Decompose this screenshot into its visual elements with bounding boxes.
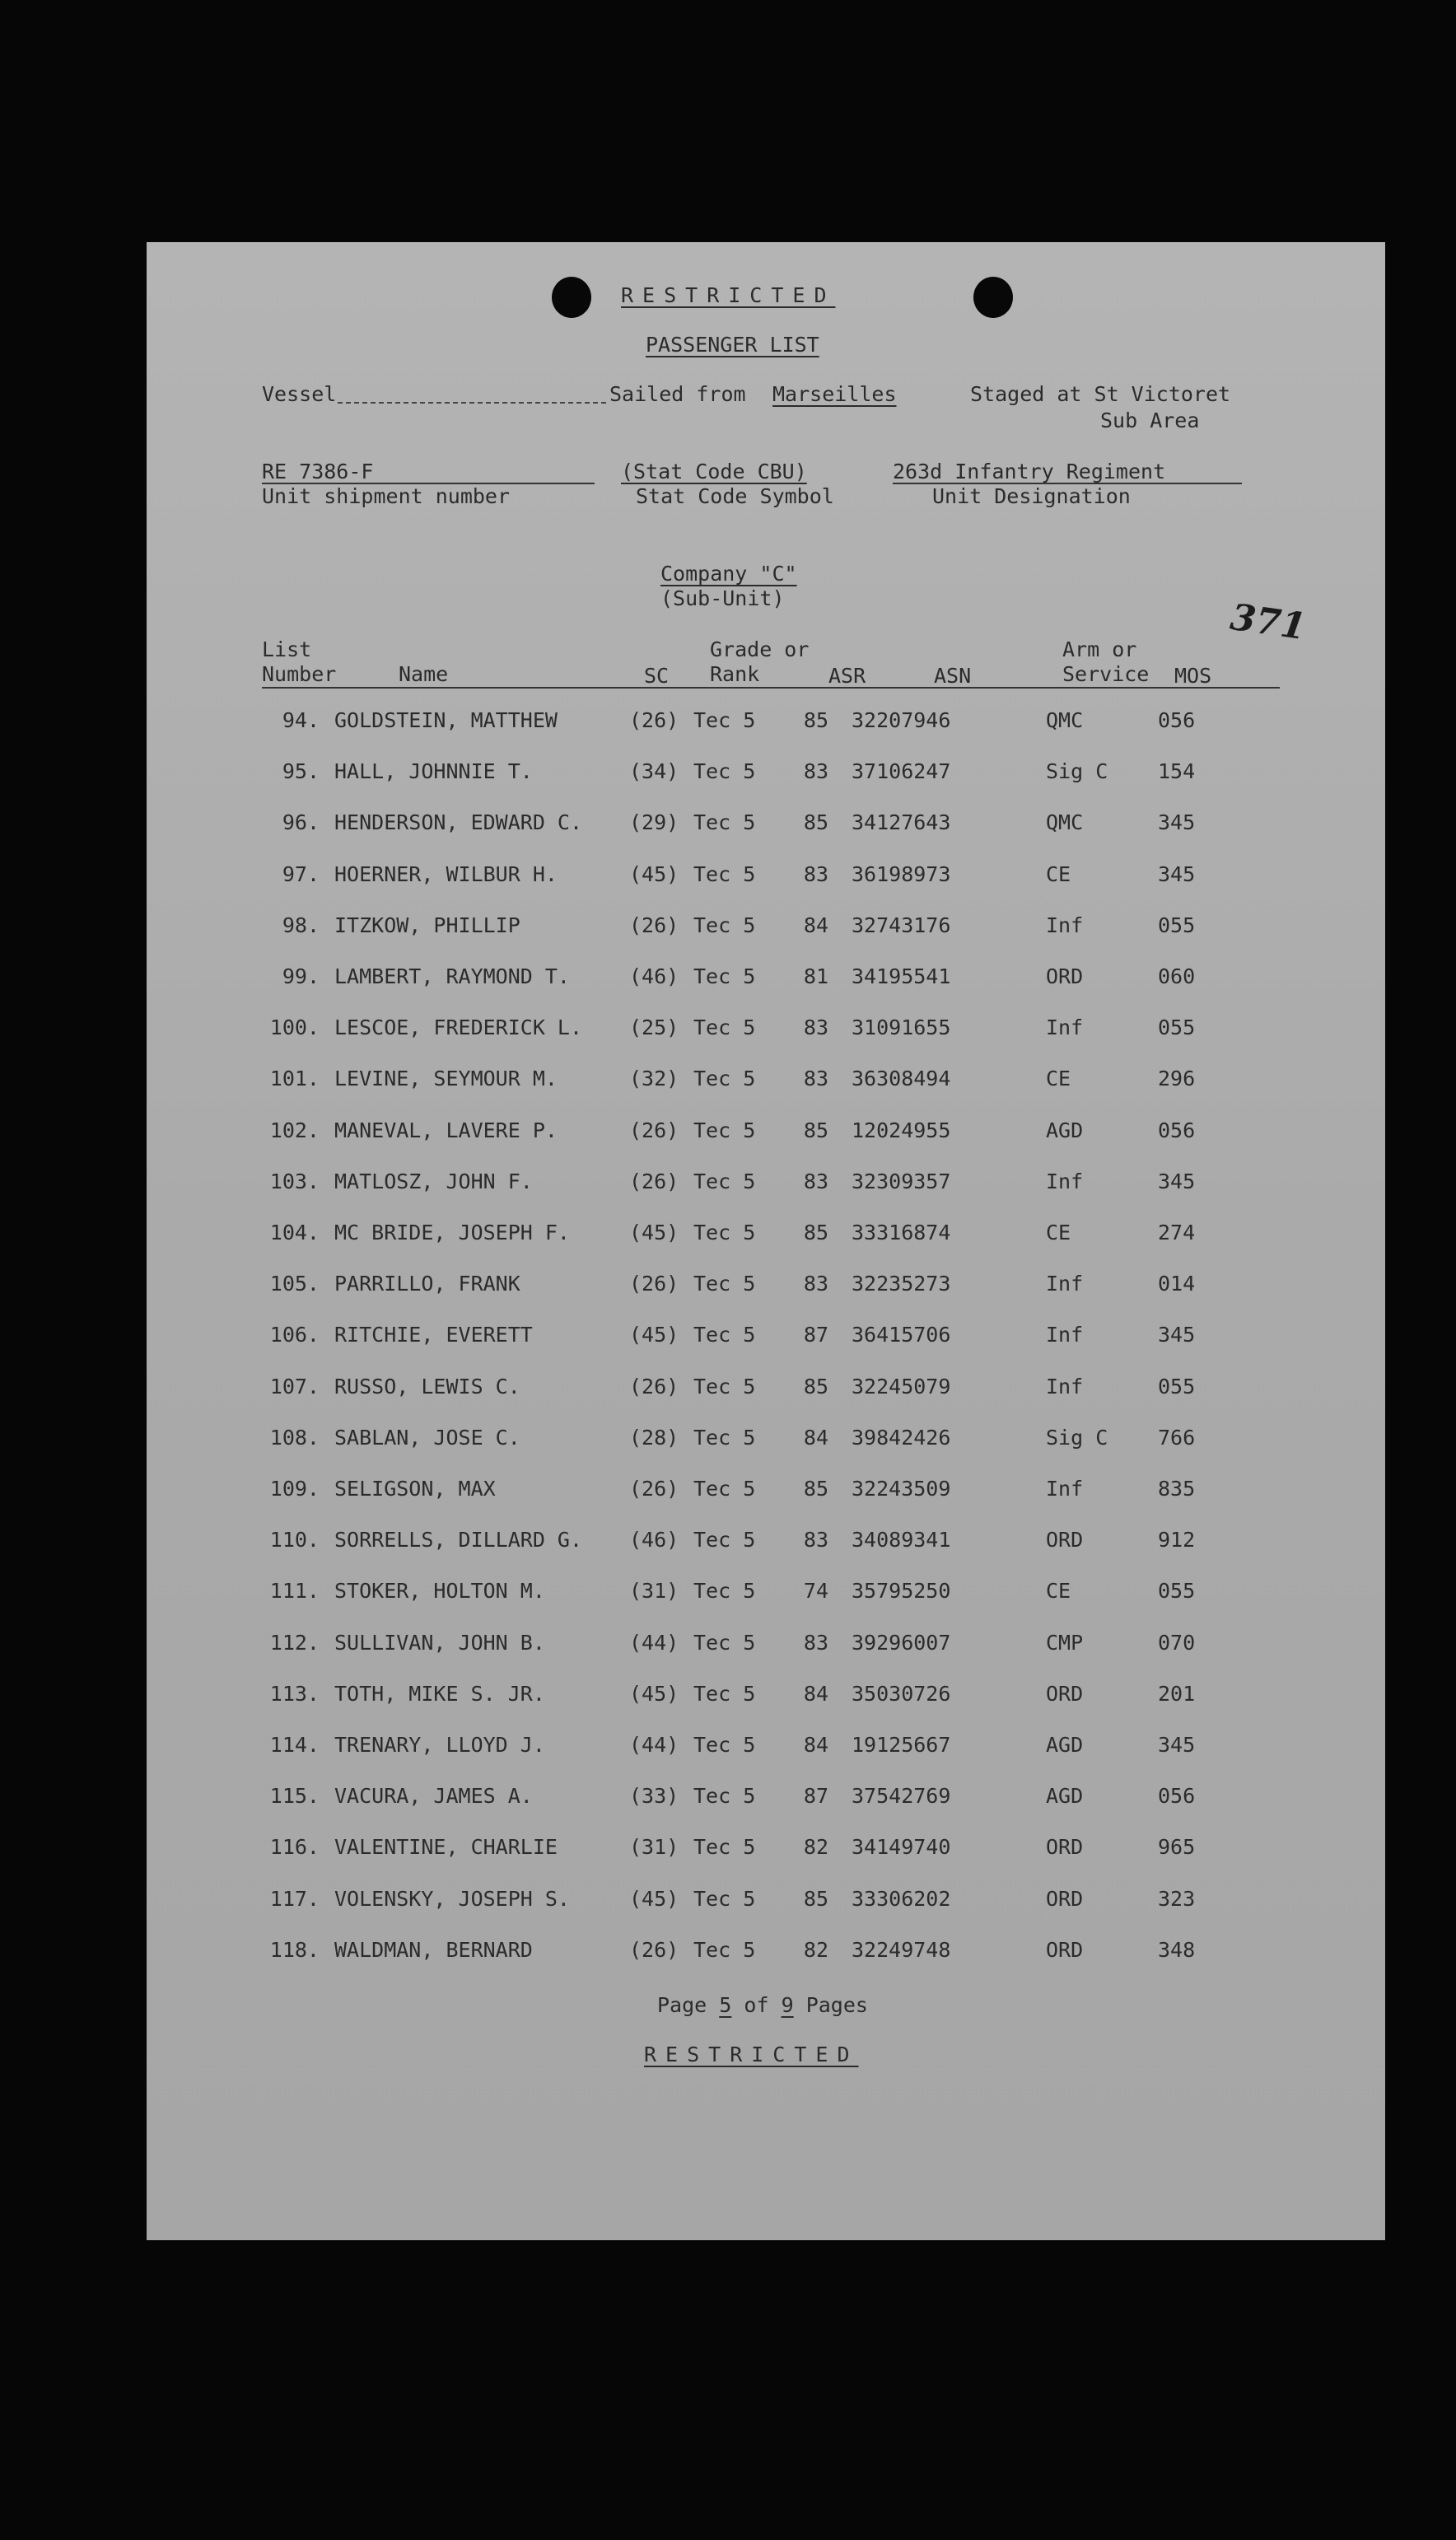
asr-score: 85 — [803, 1477, 828, 1501]
list-number: 99. — [282, 964, 320, 988]
asr-score: 85 — [803, 708, 828, 732]
arm-service: ORD — [1046, 1681, 1084, 1706]
sc-code: (26) — [629, 1937, 679, 1962]
col-header-arm: Arm or — [1062, 637, 1137, 661]
asr-score: 84 — [803, 1733, 828, 1757]
grade-rank: Tec 5 — [693, 1681, 756, 1706]
mos-code: 912 — [1158, 1528, 1196, 1552]
mos-code: 014 — [1158, 1272, 1196, 1296]
mos-code: 323 — [1158, 1886, 1196, 1911]
asr-score: 87 — [803, 1323, 828, 1347]
grade-rank: Tec 5 — [693, 1169, 756, 1193]
army-serial-number: 31091655 — [852, 1016, 951, 1040]
army-serial-number: 35795250 — [852, 1579, 951, 1604]
table-row — [254, 1784, 1291, 1835]
passenger-name: HALL, JOHNNIE T. — [334, 759, 533, 784]
asr-score: 84 — [803, 1425, 828, 1450]
grade-rank: Tec 5 — [693, 1528, 756, 1552]
arm-service: CMP — [1046, 1630, 1084, 1655]
list-number: 115. — [269, 1784, 320, 1809]
grade-rank: Tec 5 — [693, 861, 756, 886]
arm-service: ORD — [1046, 1835, 1084, 1860]
army-serial-number: 33316874 — [852, 1221, 951, 1244]
sc-code: (26) — [629, 1118, 679, 1142]
sc-code: (45) — [629, 1886, 679, 1911]
col-header-number: Number — [262, 662, 337, 686]
punch-hole-right — [973, 277, 1013, 318]
table-row — [254, 1016, 1291, 1067]
mos-code: 965 — [1158, 1835, 1196, 1860]
grade-rank: Tec 5 — [693, 1937, 756, 1962]
sc-code: (26) — [629, 913, 679, 937]
arm-service: Inf — [1046, 1477, 1084, 1501]
stat-code-value: (Stat Code CBU) — [621, 460, 807, 483]
sc-code: (28) — [629, 1425, 679, 1450]
table-row — [254, 1426, 1291, 1477]
passenger-name: RUSSO, LEWIS C. — [334, 1374, 520, 1398]
col-header-grade: Grade or — [710, 637, 810, 661]
staged-at-label: Staged at St Victoret — [970, 382, 1231, 406]
asr-score: 85 — [803, 1221, 828, 1244]
list-number: 98. — [282, 913, 320, 937]
sc-code: (32) — [629, 1067, 679, 1091]
grade-rank: Tec 5 — [693, 1221, 756, 1244]
list-number: 116. — [269, 1835, 320, 1860]
table-row — [254, 1375, 1291, 1426]
arm-service: AGD — [1046, 1784, 1084, 1809]
grade-rank: Tec 5 — [693, 1630, 756, 1655]
arm-service: Inf — [1046, 1374, 1084, 1398]
asr-score: 83 — [803, 1528, 828, 1552]
document-title: PASSENGER LIST — [646, 333, 819, 357]
vessel-blank-line — [338, 402, 606, 404]
list-number: 104. — [269, 1221, 320, 1244]
arm-service: Sig C — [1046, 1425, 1108, 1450]
grade-rank: Tec 5 — [693, 1835, 756, 1860]
asr-score: 74 — [803, 1579, 828, 1604]
arm-service: CE — [1046, 861, 1071, 886]
mos-code: 055 — [1158, 1374, 1196, 1398]
army-serial-number: 32309357 — [852, 1169, 951, 1193]
army-serial-number: 35030726 — [852, 1681, 951, 1706]
col-header-sc: SC — [644, 664, 670, 688]
passenger-name: GOLDSTEIN, MATTHEW — [334, 708, 558, 732]
asr-score: 84 — [803, 1681, 828, 1706]
mos-code: 345 — [1158, 1323, 1196, 1347]
mos-code: 055 — [1158, 1579, 1196, 1604]
page-total: 9 — [781, 1993, 794, 2017]
asr-score: 81 — [803, 964, 828, 988]
grade-rank: Tec 5 — [693, 1272, 756, 1296]
company-value: Company "C" — [660, 562, 797, 586]
grade-rank: Tec 5 — [693, 759, 756, 784]
passenger-name: STOKER, HOLTON M. — [334, 1579, 545, 1604]
grade-rank: Tec 5 — [693, 1067, 756, 1091]
passenger-name: LESCOE, FREDERICK L. — [334, 1016, 583, 1040]
arm-service: Sig C — [1046, 759, 1108, 784]
passenger-name: VALENTINE, CHARLIE — [334, 1835, 558, 1860]
table-row — [254, 913, 1291, 964]
list-number: 96. — [282, 810, 320, 835]
passenger-name: RITCHIE, EVERETT — [334, 1323, 533, 1347]
list-number: 108. — [269, 1425, 320, 1450]
sc-code: (45) — [629, 861, 679, 886]
arm-service: ORD — [1046, 964, 1084, 988]
army-serial-number: 34195541 — [852, 964, 951, 988]
asr-score: 83 — [803, 1169, 828, 1193]
mos-code: 070 — [1158, 1630, 1196, 1655]
unit-designation-label: Unit Designation — [932, 484, 1131, 508]
list-number: 102. — [269, 1118, 320, 1142]
passenger-name: SORRELLS, DILLARD G. — [334, 1528, 583, 1552]
list-number: 106. — [269, 1323, 320, 1347]
passenger-name: TOTH, MIKE S. JR. — [334, 1681, 545, 1706]
arm-service: ORD — [1046, 1937, 1084, 1962]
unit-designation-value: 263d Infantry Regiment — [893, 460, 1166, 483]
passenger-name: TRENARY, LLOYD J. — [334, 1733, 545, 1757]
grade-rank: Tec 5 — [693, 964, 756, 988]
list-number: 103. — [269, 1169, 320, 1193]
list-number: 117. — [269, 1886, 320, 1911]
army-serial-number: 32743176 — [852, 913, 951, 937]
company-label: (Sub-Unit) — [660, 586, 785, 610]
arm-service: AGD — [1046, 1118, 1084, 1142]
grade-rank: Tec 5 — [693, 913, 756, 937]
list-number: 114. — [269, 1733, 320, 1757]
unit-shipment-value: RE 7386-F — [262, 460, 374, 483]
army-serial-number: 37542769 — [852, 1784, 951, 1809]
mos-code: 055 — [1158, 1016, 1196, 1040]
list-number: 110. — [269, 1528, 320, 1552]
list-number: 113. — [269, 1681, 320, 1706]
table-row — [254, 810, 1291, 861]
table-row — [254, 964, 1291, 1016]
army-serial-number: 37106247 — [852, 759, 951, 784]
mos-code: 345 — [1158, 810, 1196, 835]
table-row — [254, 708, 1291, 759]
asr-score: 85 — [803, 810, 828, 835]
army-serial-number: 34127643 — [852, 810, 951, 835]
passenger-name: MATLOSZ, JOHN F. — [334, 1169, 533, 1193]
army-serial-number: 12024955 — [852, 1118, 951, 1142]
grade-rank: Tec 5 — [693, 1374, 756, 1398]
table-row — [254, 759, 1291, 810]
army-serial-number: 36308494 — [852, 1067, 951, 1091]
vessel-label: Vessel — [262, 382, 337, 406]
mos-code: 296 — [1158, 1067, 1196, 1091]
list-number: 109. — [269, 1477, 320, 1501]
asr-score: 83 — [803, 1630, 828, 1655]
mos-code: 345 — [1158, 1169, 1196, 1193]
list-number: 97. — [282, 861, 320, 886]
grade-rank: Tec 5 — [693, 1323, 756, 1347]
arm-service: Inf — [1046, 1272, 1084, 1296]
arm-service: QMC — [1046, 708, 1084, 732]
handwritten-page-number: 371 — [1227, 595, 1309, 649]
passenger-name: PARRILLO, FRANK — [334, 1272, 520, 1296]
army-serial-number: 39296007 — [852, 1630, 951, 1655]
table-row — [254, 1938, 1291, 1989]
list-number: 105. — [269, 1272, 320, 1296]
army-serial-number: 36415706 — [852, 1323, 951, 1347]
mos-code: 154 — [1158, 759, 1196, 784]
asr-score: 87 — [803, 1784, 828, 1809]
mos-code: 345 — [1158, 1733, 1196, 1757]
restricted-header: RESTRICTED — [621, 283, 836, 307]
col-header-asr: ASR — [828, 664, 866, 688]
col-header-rank: Rank — [710, 662, 760, 686]
sc-code: (26) — [629, 1477, 679, 1501]
asr-score: 84 — [803, 913, 828, 937]
mos-code: 345 — [1158, 861, 1196, 886]
list-number: 118. — [269, 1937, 320, 1962]
mos-code: 056 — [1158, 708, 1196, 732]
grade-rank: Tec 5 — [693, 810, 756, 835]
col-header-list: List — [262, 637, 312, 661]
mos-code: 056 — [1158, 1118, 1196, 1142]
list-number: 95. — [282, 759, 320, 784]
grade-rank: Tec 5 — [693, 1477, 756, 1501]
army-serial-number: 32245079 — [852, 1374, 951, 1398]
table-row — [254, 1835, 1291, 1886]
table-row — [254, 1631, 1291, 1682]
asr-score: 82 — [803, 1835, 828, 1860]
punch-hole-left — [552, 277, 591, 318]
table-row — [254, 1682, 1291, 1733]
page-indicator — [657, 1993, 868, 2018]
passenger-name: WALDMAN, BERNARD — [334, 1937, 533, 1962]
army-serial-number: 19125667 — [852, 1733, 951, 1757]
grade-rank: Tec 5 — [693, 708, 756, 732]
list-number: 111. — [269, 1579, 320, 1604]
list-number: 107. — [269, 1374, 320, 1398]
list-number: 100. — [269, 1016, 320, 1040]
army-serial-number: 34089341 — [852, 1528, 951, 1552]
asr-score: 83 — [803, 1067, 828, 1091]
stat-code-label: Stat Code Symbol — [636, 484, 834, 508]
grade-rank: Tec 5 — [693, 1579, 756, 1604]
mos-code: 055 — [1158, 913, 1196, 937]
sc-code: (33) — [629, 1784, 679, 1809]
page-current: 5 — [719, 1993, 732, 2017]
passenger-name: VOLENSKY, JOSEPH S. — [334, 1886, 570, 1911]
col-header-mos: MOS — [1174, 664, 1212, 688]
arm-service: Inf — [1046, 1323, 1084, 1347]
list-number: 94. — [282, 708, 320, 732]
col-header-asn: ASN — [934, 664, 972, 688]
table-row — [254, 1733, 1291, 1784]
table-row — [254, 1477, 1291, 1528]
grade-rank: Tec 5 — [693, 1118, 756, 1142]
arm-service: ORD — [1046, 1886, 1084, 1911]
asr-score: 83 — [803, 1272, 828, 1296]
sc-code: (26) — [629, 1272, 679, 1296]
unit-shipment-label: Unit shipment number — [262, 484, 511, 508]
sc-code: (26) — [629, 1169, 679, 1193]
sc-code: (34) — [629, 759, 679, 784]
grade-rank: Tec 5 — [693, 1733, 756, 1757]
passenger-name: MANEVAL, LAVERE P. — [334, 1118, 558, 1142]
table-row — [254, 1221, 1291, 1272]
passenger-name: HOERNER, WILBUR H. — [334, 861, 558, 886]
document-sheet — [147, 242, 1385, 2240]
header-rule — [262, 687, 1280, 689]
army-serial-number: 32243509 — [852, 1477, 951, 1501]
mos-code: 766 — [1158, 1425, 1196, 1450]
arm-service: Inf — [1046, 913, 1084, 937]
col-header-service: Service — [1062, 662, 1150, 686]
grade-rank: Tec 5 — [693, 1784, 756, 1809]
page-suffix: Pages — [805, 1993, 868, 2017]
asr-score: 85 — [803, 1374, 828, 1398]
arm-service: CE — [1046, 1067, 1071, 1091]
army-serial-number: 34149740 — [852, 1835, 951, 1860]
table-row — [254, 1528, 1291, 1579]
grade-rank: Tec 5 — [693, 1425, 756, 1450]
sc-code: (45) — [629, 1681, 679, 1706]
asr-score: 83 — [803, 759, 828, 784]
table-row — [254, 862, 1291, 913]
sc-code: (46) — [629, 964, 679, 988]
passenger-name: SULLIVAN, JOHN B. — [334, 1630, 545, 1655]
asr-score: 85 — [803, 1886, 828, 1911]
sc-code: (25) — [629, 1016, 679, 1040]
sc-code: (31) — [629, 1579, 679, 1604]
passenger-name: LEVINE, SEYMOUR M. — [334, 1067, 558, 1091]
passenger-name: ITZKOW, PHILLIP — [334, 913, 520, 937]
arm-service: CE — [1046, 1221, 1071, 1244]
page-of: of — [744, 1993, 769, 2017]
grade-rank: Tec 5 — [693, 1886, 756, 1911]
table-row — [254, 1118, 1291, 1170]
asr-score: 85 — [803, 1118, 828, 1142]
list-number: 112. — [269, 1630, 320, 1655]
col-header-name: Name — [399, 662, 449, 686]
passenger-name: HENDERSON, EDWARD C. — [334, 810, 583, 835]
table-row — [254, 1170, 1291, 1221]
sailed-from-label: Sailed from — [609, 382, 746, 406]
passenger-name: SABLAN, JOSE C. — [334, 1425, 520, 1450]
table-row — [254, 1067, 1291, 1118]
table-row — [254, 1272, 1291, 1323]
page-prefix: Page — [657, 1993, 707, 2017]
arm-service: ORD — [1046, 1528, 1084, 1552]
table-row — [254, 1887, 1291, 1938]
sc-code: (44) — [629, 1630, 679, 1655]
restricted-footer: RESTRICTED — [644, 2043, 859, 2066]
mos-code: 056 — [1158, 1784, 1196, 1809]
arm-service: QMC — [1046, 810, 1084, 835]
army-serial-number: 32249748 — [852, 1937, 951, 1962]
arm-service: Inf — [1046, 1169, 1084, 1193]
army-serial-number: 36198973 — [852, 861, 951, 886]
arm-service: AGD — [1046, 1733, 1084, 1757]
arm-service: Inf — [1046, 1016, 1084, 1040]
asr-score: 83 — [803, 861, 828, 886]
passenger-name: MC BRIDE, JOSEPH F. — [334, 1221, 570, 1244]
table-row — [254, 1323, 1291, 1374]
mos-code: 348 — [1158, 1937, 1196, 1962]
sc-code: (31) — [629, 1835, 679, 1860]
asr-score: 83 — [803, 1016, 828, 1040]
sc-code: (26) — [629, 708, 679, 732]
passenger-name: SELIGSON, MAX — [334, 1477, 496, 1501]
table-row — [254, 1579, 1291, 1630]
mos-code: 274 — [1158, 1221, 1196, 1244]
sc-code: (26) — [629, 1374, 679, 1398]
army-serial-number: 32235273 — [852, 1272, 951, 1296]
mos-code: 060 — [1158, 964, 1196, 988]
staged-at-sub: Sub Area — [1100, 409, 1200, 432]
sc-code: (44) — [629, 1733, 679, 1757]
sailed-from-value: Marseilles — [772, 382, 897, 406]
list-number: 101. — [269, 1067, 320, 1091]
sc-code: (29) — [629, 810, 679, 835]
sc-code: (45) — [629, 1323, 679, 1347]
army-serial-number: 32207946 — [852, 708, 951, 732]
passenger-name: LAMBERT, RAYMOND T. — [334, 964, 570, 988]
sc-code: (46) — [629, 1528, 679, 1552]
arm-service: CE — [1046, 1579, 1071, 1604]
army-serial-number: 39842426 — [852, 1425, 951, 1450]
passenger-name: VACURA, JAMES A. — [334, 1784, 533, 1809]
grade-rank: Tec 5 — [693, 1016, 756, 1040]
army-serial-number: 33306202 — [852, 1886, 951, 1911]
sc-code: (45) — [629, 1221, 679, 1244]
mos-code: 201 — [1158, 1681, 1196, 1706]
asr-score: 82 — [803, 1937, 828, 1962]
mos-code: 835 — [1158, 1477, 1196, 1501]
